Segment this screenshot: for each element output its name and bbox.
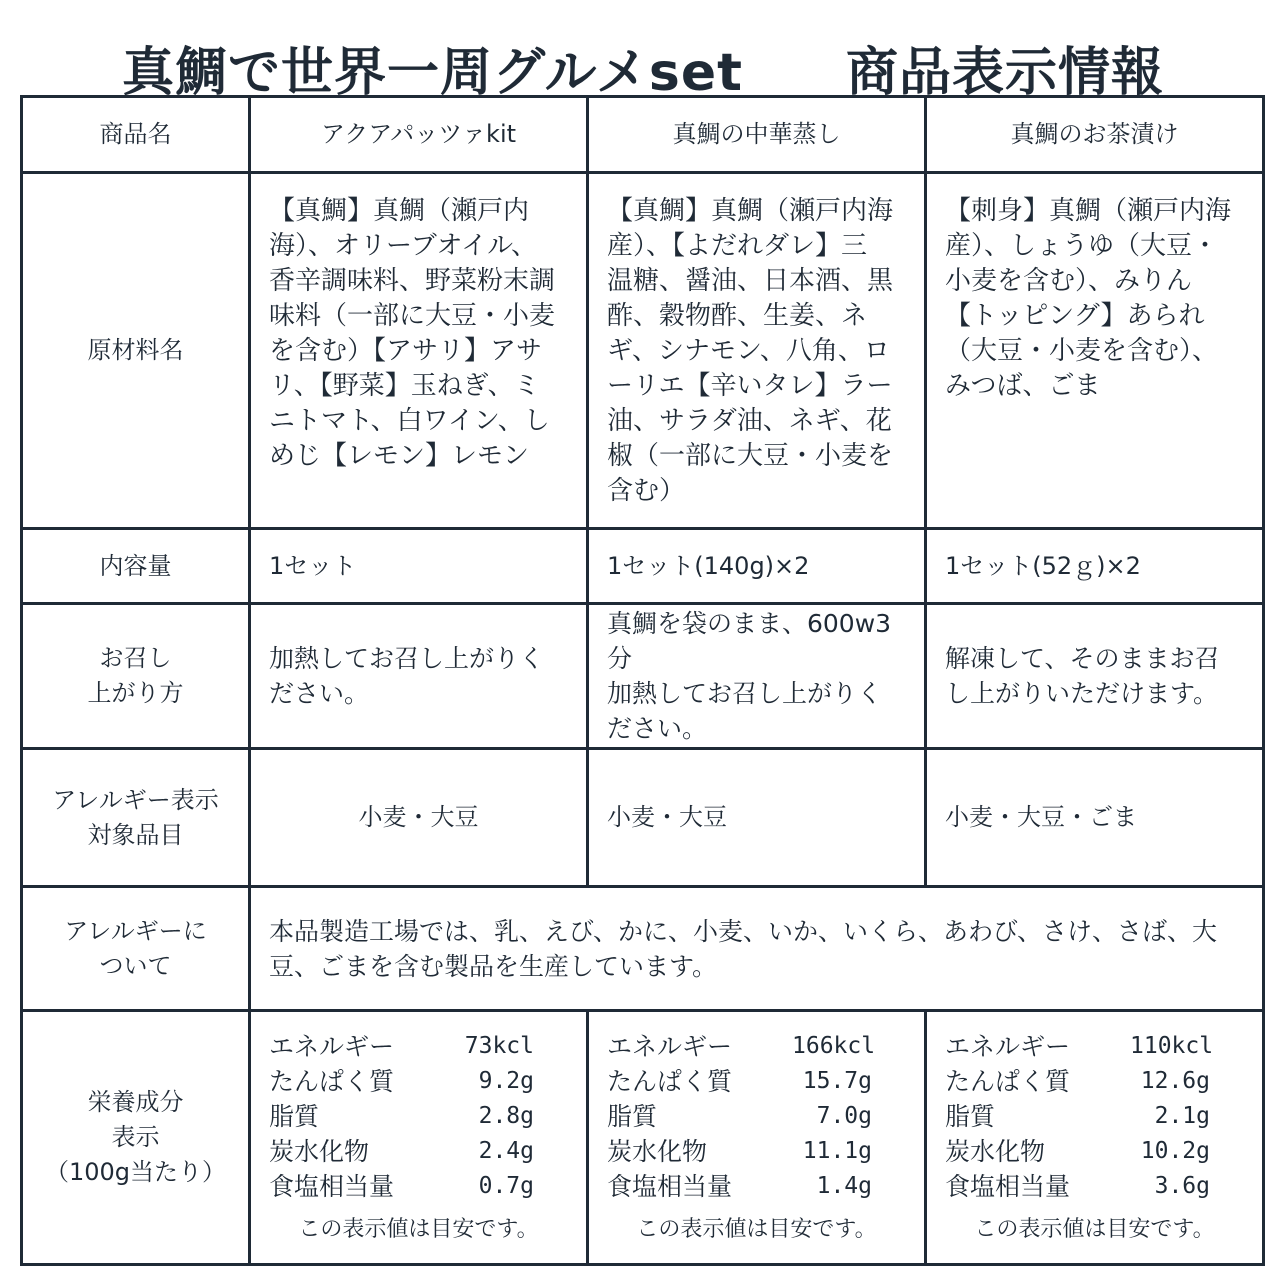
nutrition-row: 炭水化物 2.4g — [269, 1136, 534, 1166]
ingredients-3: 【刺身】真鯛（瀬戸内海 産）、しょうゆ（大豆・ 小麦を含む）、みりん 【トッピング】あられ （大豆・小麦を含む）、 みつば、ごま — [926, 173, 1264, 529]
sheet-subtitle: 商品表示情報 — [846, 43, 1165, 103]
nutrition-row: 炭水化物 11.1g — [607, 1136, 872, 1166]
label-quantity: 内容量 — [22, 529, 250, 604]
nutrition-row: たんぱく質 12.6g — [945, 1066, 1210, 1096]
nutrition-row: 脂質 2.1g — [945, 1101, 1210, 1131]
serving-3: 解凍して、そのままお召 し上がりいただけます。 — [926, 604, 1264, 749]
label-product-name: 商品名 — [22, 97, 250, 173]
product-name-1: アクアパッツァkit — [250, 97, 588, 173]
row-serving — [22, 604, 1264, 749]
ingredients-2: 【真鯛】真鯛（瀬戸内海 産）、【よだれダレ】三 温糖、醤油、日本酒、黒 酢、穀物酢、生姜、ネ ギ、シナモン、八角、ロ ーリエ【辛いタレ】ラー 油、サラダ油、ネギ、花 椒（一部に大豆・小麦を 含む） — [588, 173, 926, 529]
nutrition-note: この表示値は目安です。 — [298, 1216, 539, 1242]
quantity-3: 1セット(52ｇ)×2 — [926, 529, 1264, 604]
nutrition-row: 食塩相当量 3.6g — [945, 1171, 1210, 1201]
nutrition-note: この表示値は目安です。 — [974, 1216, 1215, 1242]
label-allergen-items: アレルギー表示 対象品目 — [22, 749, 250, 887]
product-name-3: 真鯛のお茶漬け — [926, 97, 1264, 173]
allergen-items-2: 小麦・大豆 — [588, 749, 926, 887]
row-quantity — [22, 529, 1264, 604]
nutrition-3 — [926, 1011, 1264, 1265]
sheet-title: 真鯛で世界一周グルメset — [122, 43, 743, 103]
nutrition-2 — [588, 1011, 926, 1265]
allergen-note-text: 本品製造工場では、乳、えび、かに、小麦、いか、いくら、あわび、さけ、さば、大 豆、ごまを含む製品を生産しています。 — [250, 887, 1264, 1011]
label-nutrition: 栄養成分 表示 （100g当たり） — [22, 1011, 250, 1265]
nutrition-1 — [250, 1011, 588, 1265]
row-product-name — [22, 97, 1264, 173]
quantity-1: 1セット — [250, 529, 588, 604]
nutrition-row: エネルギー 166kcl — [607, 1031, 876, 1061]
nutrition-row: 脂質 7.0g — [607, 1101, 872, 1131]
row-ingredients — [22, 173, 1264, 529]
nutrition-row: 食塩相当量 0.7g — [269, 1171, 534, 1201]
nutrition-row: エネルギー 110kcl — [945, 1031, 1214, 1061]
row-nutrition — [22, 1011, 1264, 1265]
nutrition-row: たんぱく質 9.2g — [269, 1066, 534, 1096]
nutrition-note: この表示値は目安です。 — [636, 1216, 877, 1242]
product-name-2: 真鯛の中華蒸し — [588, 97, 926, 173]
ingredients-1: 【真鯛】真鯛（瀬戸内 海）、オリーブオイル、 香辛調味料、野菜粉末調 味料（一部に大豆・小麦 を含む）【アサリ】アサ リ、【野菜】玉ねぎ、ミ ニトマト、白ワイン、し めじ【レモン】レモン — [250, 173, 588, 529]
row-allergen-note — [22, 887, 1264, 1011]
row-allergen-items — [22, 749, 1264, 887]
nutrition-row: 炭水化物 10.2g — [945, 1136, 1210, 1166]
nutrition-row: エネルギー 73kcl — [269, 1031, 534, 1061]
allergen-items-1: 小麦・大豆 — [250, 749, 588, 887]
label-serving: お召し 上がり方 — [22, 604, 250, 749]
nutrition-row: 脂質 2.8g — [269, 1101, 534, 1131]
serving-2: 真鯛を袋のまま、600w3分 加熱してお召し上がりく ださい。 — [588, 604, 926, 749]
serving-1: 加熱してお召し上がりく ださい。 — [250, 604, 588, 749]
nutrition-row: 食塩相当量 1.4g — [607, 1171, 872, 1201]
nutrition-row: たんぱく質 15.7g — [607, 1066, 872, 1096]
allergen-items-3: 小麦・大豆・ごま — [926, 749, 1264, 887]
quantity-2: 1セット(140g)×2 — [588, 529, 926, 604]
label-ingredients: 原材料名 — [22, 173, 250, 529]
label-allergen-note: アレルギーに ついて — [22, 887, 250, 1011]
product-info-table — [20, 95, 1265, 1266]
